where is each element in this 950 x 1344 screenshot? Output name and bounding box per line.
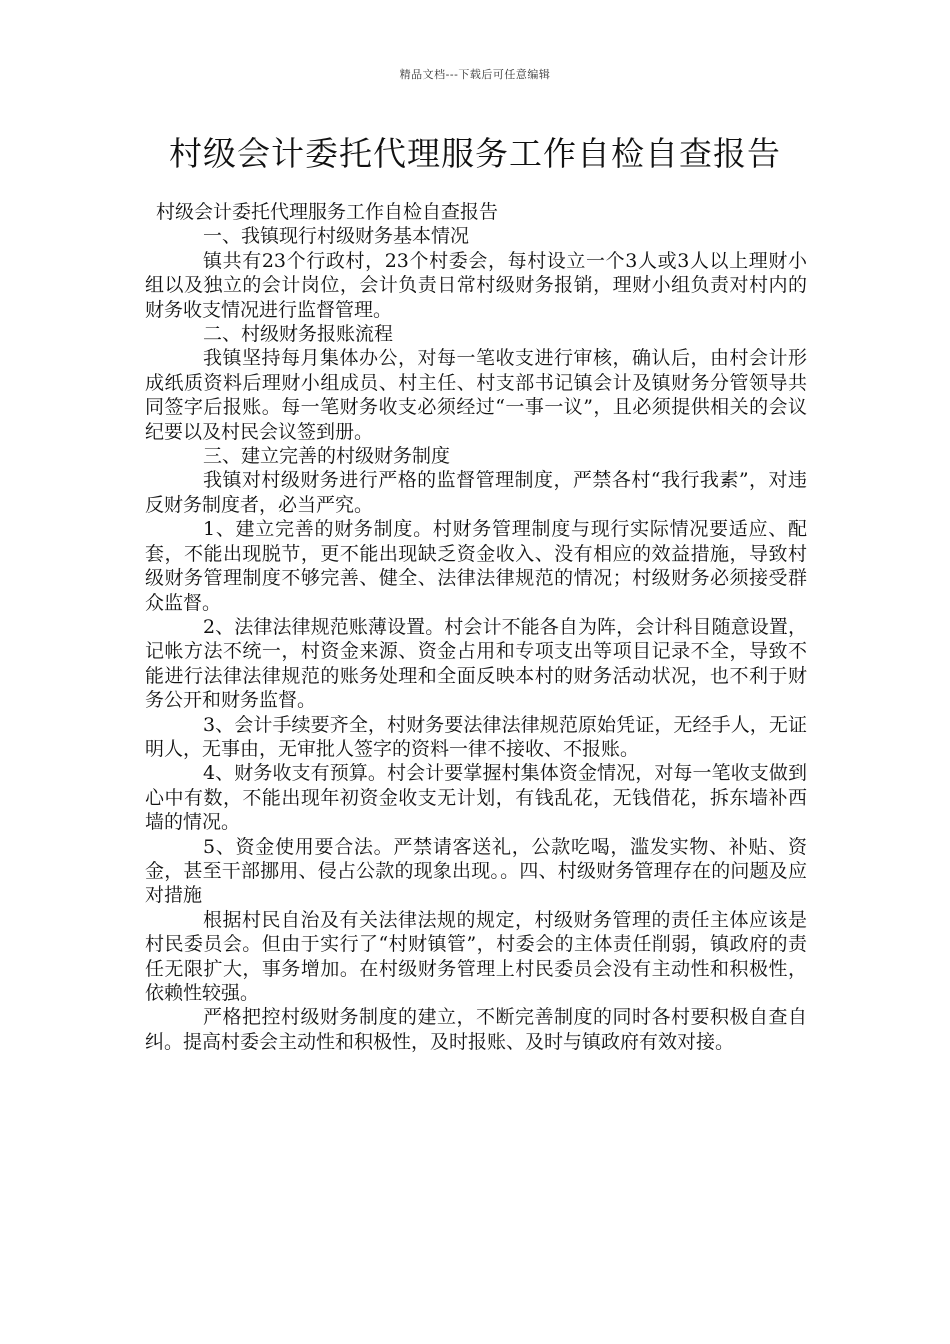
paragraph: 我镇对村级财务进行严格的监督管理制度，严禁各村“我行我素”，对违反财务制度者，必当严究。 [145, 469, 807, 516]
paragraph: 根据村民自治及有关法律法规的规定，村级财务管理的责任主体应该是村民委员会。但由于实行了“村财镇管”，村委会的主体责任削弱，镇政府的责任无限扩大，事务增加。在村级财务管理上村民委员会没有主动性和积极性，依赖性较强。 [145, 908, 807, 1004]
document-body [145, 200, 807, 1054]
paragraph: 我镇坚持每月集体办公，对每一笔收支进行审核，确认后，由村会计形成纸质资料后理财小组成员、村主任、村支部书记镇会计及镇财务分管领导共同签字后报账。每一笔财务收支必须经过“一事一议”，且必须提供相关的会议纪要以及村民会议签到册。 [145, 347, 807, 443]
list-item: 1、建立完善的财务制度。村财务管理制度与现行实际情况要适应、配套，不能出现脱节，更不能出现缺乏资金收入、没有相应的效益措施，导致村级财务管理制度不够完善、健全、法律法律规范的情况；村级财务必须接受群众监督。 [145, 518, 807, 614]
document-title: 村级会计委托代理服务工作自检自查报告 [169, 134, 781, 173]
section-heading-3: 三、建立完善的村级财务制度 [203, 445, 451, 468]
section-heading-1: 一、我镇现行村级财务基本情况 [203, 225, 470, 248]
list-item: 3、会计手续要齐全，村财务要法律法律规范原始凭证，无经手人，无证明人，无事由，无审批人签字的资料一律不接收、不报账。 [145, 713, 807, 760]
list-item: 2、法律法律规范账薄设置。村会计不能各自为阵，会计科目随意设置，记帐方法不统一，村资金来源、资金占用和专项支出等项目记录不全，导致不能进行法律法律规范的账务处理和全面反映本村的财务活动状况，也不利于财务公开和财务监督。 [145, 615, 807, 712]
paragraph: 严格把控村级财务制度的建立，不断完善制度的同时各村要积极自查自纠。提高村委会主动性和积极性，及时报账、及时与镇政府有效对接。 [145, 1006, 807, 1053]
document-subtitle: 村级会计委托代理服务工作自检自查报告 [156, 201, 499, 223]
section-heading-2: 二、村级财务报账流程 [203, 323, 394, 346]
list-item: 4、财务收支有预算。村会计要掌握村集体资金情况，对每一笔收支做到心中有数，不能出现年初资金收支无计划，有钱乱花，无钱借花，拆东墙补西墙的情况。 [145, 762, 807, 834]
page-header-watermark: 精品文档---下载后可任意编辑 [399, 68, 551, 81]
paragraph: 镇共有23个行政村，23个村委会，每村设立一个3人或3人以上理财小组以及独立的会计岗位，会计负责日常村级财务报销，理财小组负责对村内的财务收支情况进行监督管理。 [145, 249, 807, 321]
list-item: 5、资金使用要合法。严禁请客送礼，公款吃喝，滥发实物、补贴、资金，甚至干部挪用、侵占公款的现象出现。。四、村级财务管理存在的问题及应对措施 [145, 835, 807, 907]
